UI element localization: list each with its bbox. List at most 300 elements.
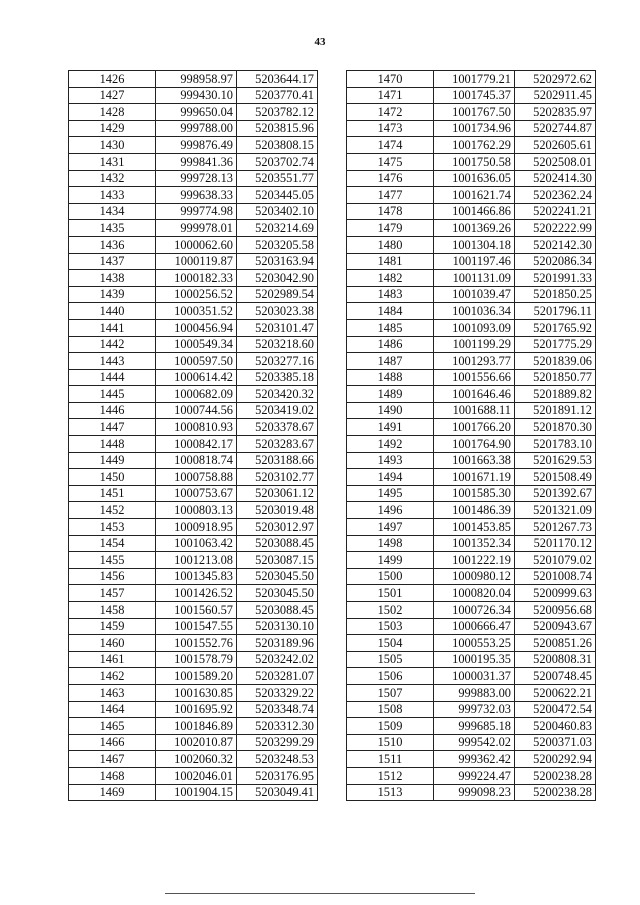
- y-coordinate-cell: 5202605.61: [515, 137, 596, 154]
- y-coordinate-cell: 5200999.63: [515, 585, 596, 602]
- x-coordinate-cell: 1001767.50: [434, 104, 515, 121]
- y-coordinate-cell: 5202222.99: [515, 220, 596, 237]
- y-coordinate-cell: 5202911.45: [515, 87, 596, 104]
- point-number-cell: 1439: [69, 286, 156, 303]
- table-row: [69, 203, 318, 220]
- coordinates-table-left: [68, 70, 318, 801]
- point-number-cell: 1487: [347, 353, 434, 370]
- x-coordinate-cell: 1001552.76: [156, 635, 237, 652]
- y-coordinate-cell: 5202744.87: [515, 120, 596, 137]
- point-number-cell: 1448: [69, 436, 156, 453]
- table-row: [347, 784, 596, 801]
- point-number-cell: 1507: [347, 684, 434, 701]
- table-row: [347, 734, 596, 751]
- x-coordinate-cell: 1001199.29: [434, 336, 515, 353]
- table-row: [347, 568, 596, 585]
- table-row: [69, 701, 318, 718]
- y-coordinate-cell: 5203283.67: [237, 436, 318, 453]
- y-coordinate-cell: 5201891.12: [515, 402, 596, 419]
- y-coordinate-cell: 5201796.11: [515, 303, 596, 320]
- x-coordinate-cell: 1001585.30: [434, 485, 515, 502]
- y-coordinate-cell: 5203163.94: [237, 253, 318, 270]
- y-coordinate-cell: 5203242.02: [237, 651, 318, 668]
- y-coordinate-cell: 5203189.96: [237, 635, 318, 652]
- table-row: [69, 87, 318, 104]
- x-coordinate-cell: 1001093.09: [434, 319, 515, 336]
- y-coordinate-cell: 5201008.74: [515, 568, 596, 585]
- table-row: [69, 170, 318, 187]
- point-number-cell: 1474: [347, 137, 434, 154]
- x-coordinate-cell: 1001695.92: [156, 701, 237, 718]
- x-coordinate-cell: 999650.04: [156, 104, 237, 121]
- table-row: [69, 568, 318, 585]
- table-row: [347, 635, 596, 652]
- point-number-cell: 1447: [69, 419, 156, 436]
- x-coordinate-cell: 1001304.18: [434, 236, 515, 253]
- point-number-cell: 1496: [347, 502, 434, 519]
- x-coordinate-cell: 1001453.85: [434, 519, 515, 536]
- table-row: [347, 452, 596, 469]
- table-row: [347, 767, 596, 784]
- y-coordinate-cell: 5203188.66: [237, 452, 318, 469]
- point-number-cell: 1436: [69, 236, 156, 253]
- x-coordinate-cell: 1000682.09: [156, 386, 237, 403]
- point-number-cell: 1449: [69, 452, 156, 469]
- point-number-cell: 1513: [347, 784, 434, 801]
- y-coordinate-cell: 5201765.92: [515, 319, 596, 336]
- y-coordinate-cell: 5200472.54: [515, 701, 596, 718]
- y-coordinate-cell: 5203770.41: [237, 87, 318, 104]
- y-coordinate-cell: 5200238.28: [515, 784, 596, 801]
- table-row: [69, 71, 318, 88]
- coordinates-table-left-body: [69, 71, 318, 801]
- x-coordinate-cell: 1000119.87: [156, 253, 237, 270]
- coordinates-table-right-body: [347, 71, 596, 801]
- y-coordinate-cell: 5201839.06: [515, 353, 596, 370]
- table-row: [347, 104, 596, 121]
- x-coordinate-cell: 1000256.52: [156, 286, 237, 303]
- point-number-cell: 1442: [69, 336, 156, 353]
- y-coordinate-cell: 5203176.95: [237, 767, 318, 784]
- point-number-cell: 1455: [69, 552, 156, 569]
- point-number-cell: 1512: [347, 767, 434, 784]
- x-coordinate-cell: 1002010.87: [156, 734, 237, 751]
- x-coordinate-cell: 1001426.52: [156, 585, 237, 602]
- y-coordinate-cell: 5200943.67: [515, 618, 596, 635]
- y-coordinate-cell: 5203130.10: [237, 618, 318, 635]
- point-number-cell: 1429: [69, 120, 156, 137]
- table-row: [69, 153, 318, 170]
- point-number-cell: 1476: [347, 170, 434, 187]
- y-coordinate-cell: 5203808.15: [237, 137, 318, 154]
- point-number-cell: 1463: [69, 684, 156, 701]
- y-coordinate-cell: 5203402.10: [237, 203, 318, 220]
- table-row: [347, 602, 596, 619]
- y-coordinate-cell: 5203348.74: [237, 701, 318, 718]
- y-coordinate-cell: 5201783.10: [515, 436, 596, 453]
- x-coordinate-cell: 1001547.55: [156, 618, 237, 635]
- table-row: [347, 220, 596, 237]
- table-row: [347, 436, 596, 453]
- point-number-cell: 1472: [347, 104, 434, 121]
- x-coordinate-cell: 1001222.19: [434, 552, 515, 569]
- y-coordinate-cell: 5203248.53: [237, 751, 318, 768]
- point-number-cell: 1482: [347, 270, 434, 287]
- x-coordinate-cell: 1001764.90: [434, 436, 515, 453]
- point-number-cell: 1452: [69, 502, 156, 519]
- x-coordinate-cell: 1000918.95: [156, 519, 237, 536]
- y-coordinate-cell: 5200292.94: [515, 751, 596, 768]
- x-coordinate-cell: 1002060.32: [156, 751, 237, 768]
- table-row: [69, 784, 318, 801]
- point-number-cell: 1428: [69, 104, 156, 121]
- point-number-cell: 1466: [69, 734, 156, 751]
- y-coordinate-cell: 5203445.05: [237, 187, 318, 204]
- x-coordinate-cell: 1001293.77: [434, 353, 515, 370]
- y-coordinate-cell: 5201321.09: [515, 502, 596, 519]
- y-coordinate-cell: 5201508.49: [515, 469, 596, 486]
- y-coordinate-cell: 5203101.47: [237, 319, 318, 336]
- table-row: [347, 87, 596, 104]
- x-coordinate-cell: 1000456.94: [156, 319, 237, 336]
- point-number-cell: 1441: [69, 319, 156, 336]
- x-coordinate-cell: 1000597.50: [156, 353, 237, 370]
- x-coordinate-cell: 1000666.47: [434, 618, 515, 635]
- table-row: [69, 220, 318, 237]
- point-number-cell: 1508: [347, 701, 434, 718]
- table-row: [69, 767, 318, 784]
- y-coordinate-cell: 5201991.33: [515, 270, 596, 287]
- x-coordinate-cell: 1001131.09: [434, 270, 515, 287]
- x-coordinate-cell: 1000803.13: [156, 502, 237, 519]
- table-row: [347, 187, 596, 204]
- point-number-cell: 1511: [347, 751, 434, 768]
- y-coordinate-cell: 5202086.34: [515, 253, 596, 270]
- point-number-cell: 1503: [347, 618, 434, 635]
- y-coordinate-cell: 5203205.58: [237, 236, 318, 253]
- table-row: [69, 104, 318, 121]
- y-coordinate-cell: 5202508.01: [515, 153, 596, 170]
- y-coordinate-cell: 5203551.77: [237, 170, 318, 187]
- y-coordinate-cell: 5201850.77: [515, 369, 596, 386]
- table-row: [347, 485, 596, 502]
- y-coordinate-cell: 5202142.30: [515, 236, 596, 253]
- x-coordinate-cell: 999978.01: [156, 220, 237, 237]
- point-number-cell: 1444: [69, 369, 156, 386]
- table-row: [347, 137, 596, 154]
- point-number-cell: 1451: [69, 485, 156, 502]
- y-coordinate-cell: 5202241.21: [515, 203, 596, 220]
- table-row: [69, 519, 318, 536]
- y-coordinate-cell: 5203702.74: [237, 153, 318, 170]
- x-coordinate-cell: 999883.00: [434, 684, 515, 701]
- point-number-cell: 1433: [69, 187, 156, 204]
- x-coordinate-cell: 1001345.83: [156, 568, 237, 585]
- y-coordinate-cell: 5202835.97: [515, 104, 596, 121]
- x-coordinate-cell: 999542.02: [434, 734, 515, 751]
- x-coordinate-cell: 999098.23: [434, 784, 515, 801]
- point-number-cell: 1470: [347, 71, 434, 88]
- y-coordinate-cell: 5203087.15: [237, 552, 318, 569]
- point-number-cell: 1494: [347, 469, 434, 486]
- y-coordinate-cell: 5203214.69: [237, 220, 318, 237]
- point-number-cell: 1460: [69, 635, 156, 652]
- x-coordinate-cell: 1000758.88: [156, 469, 237, 486]
- table-row: [347, 585, 596, 602]
- table-row: [69, 436, 318, 453]
- point-number-cell: 1498: [347, 535, 434, 552]
- x-coordinate-cell: 1001846.89: [156, 718, 237, 735]
- table-row: [347, 402, 596, 419]
- x-coordinate-cell: 999732.03: [434, 701, 515, 718]
- y-coordinate-cell: 5203420.32: [237, 386, 318, 403]
- table-row: [69, 336, 318, 353]
- table-row: [69, 718, 318, 735]
- x-coordinate-cell: 998958.97: [156, 71, 237, 88]
- point-number-cell: 1486: [347, 336, 434, 353]
- y-coordinate-cell: 5203088.45: [237, 535, 318, 552]
- y-coordinate-cell: 5203281.07: [237, 668, 318, 685]
- y-coordinate-cell: 5203019.48: [237, 502, 318, 519]
- y-coordinate-cell: 5200748.45: [515, 668, 596, 685]
- y-coordinate-cell: 5203378.67: [237, 419, 318, 436]
- table-row: [69, 270, 318, 287]
- y-coordinate-cell: 5203045.50: [237, 568, 318, 585]
- point-number-cell: 1445: [69, 386, 156, 403]
- point-number-cell: 1478: [347, 203, 434, 220]
- y-coordinate-cell: 5201267.73: [515, 519, 596, 536]
- table-row: [347, 651, 596, 668]
- table-row: [347, 203, 596, 220]
- point-number-cell: 1505: [347, 651, 434, 668]
- y-coordinate-cell: 5203102.77: [237, 469, 318, 486]
- y-coordinate-cell: 5201392.67: [515, 485, 596, 502]
- x-coordinate-cell: 1001630.85: [156, 684, 237, 701]
- x-coordinate-cell: 1000182.33: [156, 270, 237, 287]
- y-coordinate-cell: 5203385.18: [237, 369, 318, 386]
- table-row: [347, 253, 596, 270]
- table-row: [69, 734, 318, 751]
- y-coordinate-cell: 5201629.53: [515, 452, 596, 469]
- point-number-cell: 1502: [347, 602, 434, 619]
- x-coordinate-cell: 1001560.57: [156, 602, 237, 619]
- table-row: [69, 303, 318, 320]
- point-number-cell: 1497: [347, 519, 434, 536]
- x-coordinate-cell: 1000753.67: [156, 485, 237, 502]
- point-number-cell: 1499: [347, 552, 434, 569]
- x-coordinate-cell: 1000818.74: [156, 452, 237, 469]
- x-coordinate-cell: 1001671.19: [434, 469, 515, 486]
- y-coordinate-cell: 5203815.96: [237, 120, 318, 137]
- x-coordinate-cell: 1001621.74: [434, 187, 515, 204]
- y-coordinate-cell: 5203299.29: [237, 734, 318, 751]
- x-coordinate-cell: 1000549.34: [156, 336, 237, 353]
- table-row: [347, 419, 596, 436]
- table-row: [69, 120, 318, 137]
- table-row: [69, 402, 318, 419]
- table-row: [69, 353, 318, 370]
- table-row: [69, 236, 318, 253]
- x-coordinate-cell: 1000553.25: [434, 635, 515, 652]
- x-coordinate-cell: 1001197.46: [434, 253, 515, 270]
- point-number-cell: 1484: [347, 303, 434, 320]
- y-coordinate-cell: 5203012.97: [237, 519, 318, 536]
- point-number-cell: 1488: [347, 369, 434, 386]
- y-coordinate-cell: 5203782.12: [237, 104, 318, 121]
- point-number-cell: 1469: [69, 784, 156, 801]
- table-row: [69, 419, 318, 436]
- x-coordinate-cell: 1000980.12: [434, 568, 515, 585]
- x-coordinate-cell: 1000062.60: [156, 236, 237, 253]
- x-coordinate-cell: 999224.47: [434, 767, 515, 784]
- y-coordinate-cell: 5203419.02: [237, 402, 318, 419]
- table-row: [69, 535, 318, 552]
- x-coordinate-cell: 1001904.15: [156, 784, 237, 801]
- table-row: [69, 286, 318, 303]
- table-row: [347, 353, 596, 370]
- x-coordinate-cell: 1001762.29: [434, 137, 515, 154]
- point-number-cell: 1468: [69, 767, 156, 784]
- y-coordinate-cell: 5203644.17: [237, 71, 318, 88]
- y-coordinate-cell: 5203218.60: [237, 336, 318, 353]
- table-row: [69, 386, 318, 403]
- point-number-cell: 1438: [69, 270, 156, 287]
- point-number-cell: 1430: [69, 137, 156, 154]
- x-coordinate-cell: 1002046.01: [156, 767, 237, 784]
- table-row: [347, 71, 596, 88]
- point-number-cell: 1477: [347, 187, 434, 204]
- table-row: [347, 469, 596, 486]
- table-row: [69, 369, 318, 386]
- x-coordinate-cell: 1001466.86: [434, 203, 515, 220]
- point-number-cell: 1450: [69, 469, 156, 486]
- x-coordinate-cell: 1000820.04: [434, 585, 515, 602]
- table-row: [69, 187, 318, 204]
- point-number-cell: 1473: [347, 120, 434, 137]
- point-number-cell: 1456: [69, 568, 156, 585]
- point-number-cell: 1495: [347, 485, 434, 502]
- y-coordinate-cell: 5203045.50: [237, 585, 318, 602]
- table-row: [347, 170, 596, 187]
- table-row: [69, 452, 318, 469]
- table-row: [347, 502, 596, 519]
- table-row: [69, 635, 318, 652]
- x-coordinate-cell: 1001663.38: [434, 452, 515, 469]
- point-number-cell: 1443: [69, 353, 156, 370]
- point-number-cell: 1464: [69, 701, 156, 718]
- y-coordinate-cell: 5203312.30: [237, 718, 318, 735]
- point-number-cell: 1434: [69, 203, 156, 220]
- x-coordinate-cell: 1001352.34: [434, 535, 515, 552]
- point-number-cell: 1453: [69, 519, 156, 536]
- point-number-cell: 1479: [347, 220, 434, 237]
- table-row: [347, 236, 596, 253]
- x-coordinate-cell: 1001036.34: [434, 303, 515, 320]
- x-coordinate-cell: 1001646.46: [434, 386, 515, 403]
- table-row: [69, 618, 318, 635]
- table-row: [347, 286, 596, 303]
- point-number-cell: 1475: [347, 153, 434, 170]
- x-coordinate-cell: 1000842.17: [156, 436, 237, 453]
- table-row: [69, 585, 318, 602]
- table-row: [347, 270, 596, 287]
- point-number-cell: 1457: [69, 585, 156, 602]
- table-row: [69, 651, 318, 668]
- y-coordinate-cell: 5203277.16: [237, 353, 318, 370]
- x-coordinate-cell: 999638.33: [156, 187, 237, 204]
- footer-rule: [165, 893, 475, 894]
- y-coordinate-cell: 5200622.21: [515, 684, 596, 701]
- x-coordinate-cell: 1000351.52: [156, 303, 237, 320]
- page-number: 43: [314, 36, 326, 48]
- x-coordinate-cell: 999841.36: [156, 153, 237, 170]
- x-coordinate-cell: 1000614.42: [156, 369, 237, 386]
- x-coordinate-cell: 1001578.79: [156, 651, 237, 668]
- point-number-cell: 1509: [347, 718, 434, 735]
- table-row: [347, 535, 596, 552]
- y-coordinate-cell: 5200371.03: [515, 734, 596, 751]
- table-row: [69, 502, 318, 519]
- point-number-cell: 1458: [69, 602, 156, 619]
- x-coordinate-cell: 1001213.08: [156, 552, 237, 569]
- point-number-cell: 1465: [69, 718, 156, 735]
- table-row: [69, 319, 318, 336]
- table-row: [347, 519, 596, 536]
- x-coordinate-cell: 1001486.39: [434, 502, 515, 519]
- table-row: [347, 718, 596, 735]
- y-coordinate-cell: 5202362.24: [515, 187, 596, 204]
- x-coordinate-cell: 999788.00: [156, 120, 237, 137]
- point-number-cell: 1467: [69, 751, 156, 768]
- table-row: [69, 668, 318, 685]
- table-row: [69, 751, 318, 768]
- table-row: [347, 319, 596, 336]
- point-number-cell: 1493: [347, 452, 434, 469]
- x-coordinate-cell: 1001750.58: [434, 153, 515, 170]
- y-coordinate-cell: 5203088.45: [237, 602, 318, 619]
- y-coordinate-cell: 5202972.62: [515, 71, 596, 88]
- x-coordinate-cell: 999876.49: [156, 137, 237, 154]
- x-coordinate-cell: 1001589.20: [156, 668, 237, 685]
- table-row: [69, 137, 318, 154]
- x-coordinate-cell: 1001766.20: [434, 419, 515, 436]
- table-row: [69, 602, 318, 619]
- x-coordinate-cell: 999430.10: [156, 87, 237, 104]
- y-coordinate-cell: 5202414.30: [515, 170, 596, 187]
- x-coordinate-cell: 1001063.42: [156, 535, 237, 552]
- point-number-cell: 1426: [69, 71, 156, 88]
- point-number-cell: 1471: [347, 87, 434, 104]
- point-number-cell: 1501: [347, 585, 434, 602]
- table-row: [69, 469, 318, 486]
- x-coordinate-cell: 1001369.26: [434, 220, 515, 237]
- y-coordinate-cell: 5201079.02: [515, 552, 596, 569]
- y-coordinate-cell: 5200238.28: [515, 767, 596, 784]
- point-number-cell: 1427: [69, 87, 156, 104]
- point-number-cell: 1480: [347, 236, 434, 253]
- table-row: [347, 618, 596, 635]
- table-row: [347, 369, 596, 386]
- point-number-cell: 1454: [69, 535, 156, 552]
- x-coordinate-cell: 1001688.11: [434, 402, 515, 419]
- point-number-cell: 1489: [347, 386, 434, 403]
- point-number-cell: 1461: [69, 651, 156, 668]
- table-row: [69, 684, 318, 701]
- x-coordinate-cell: 1000810.93: [156, 419, 237, 436]
- x-coordinate-cell: 1001556.66: [434, 369, 515, 386]
- x-coordinate-cell: 999774.98: [156, 203, 237, 220]
- table-row: [347, 120, 596, 137]
